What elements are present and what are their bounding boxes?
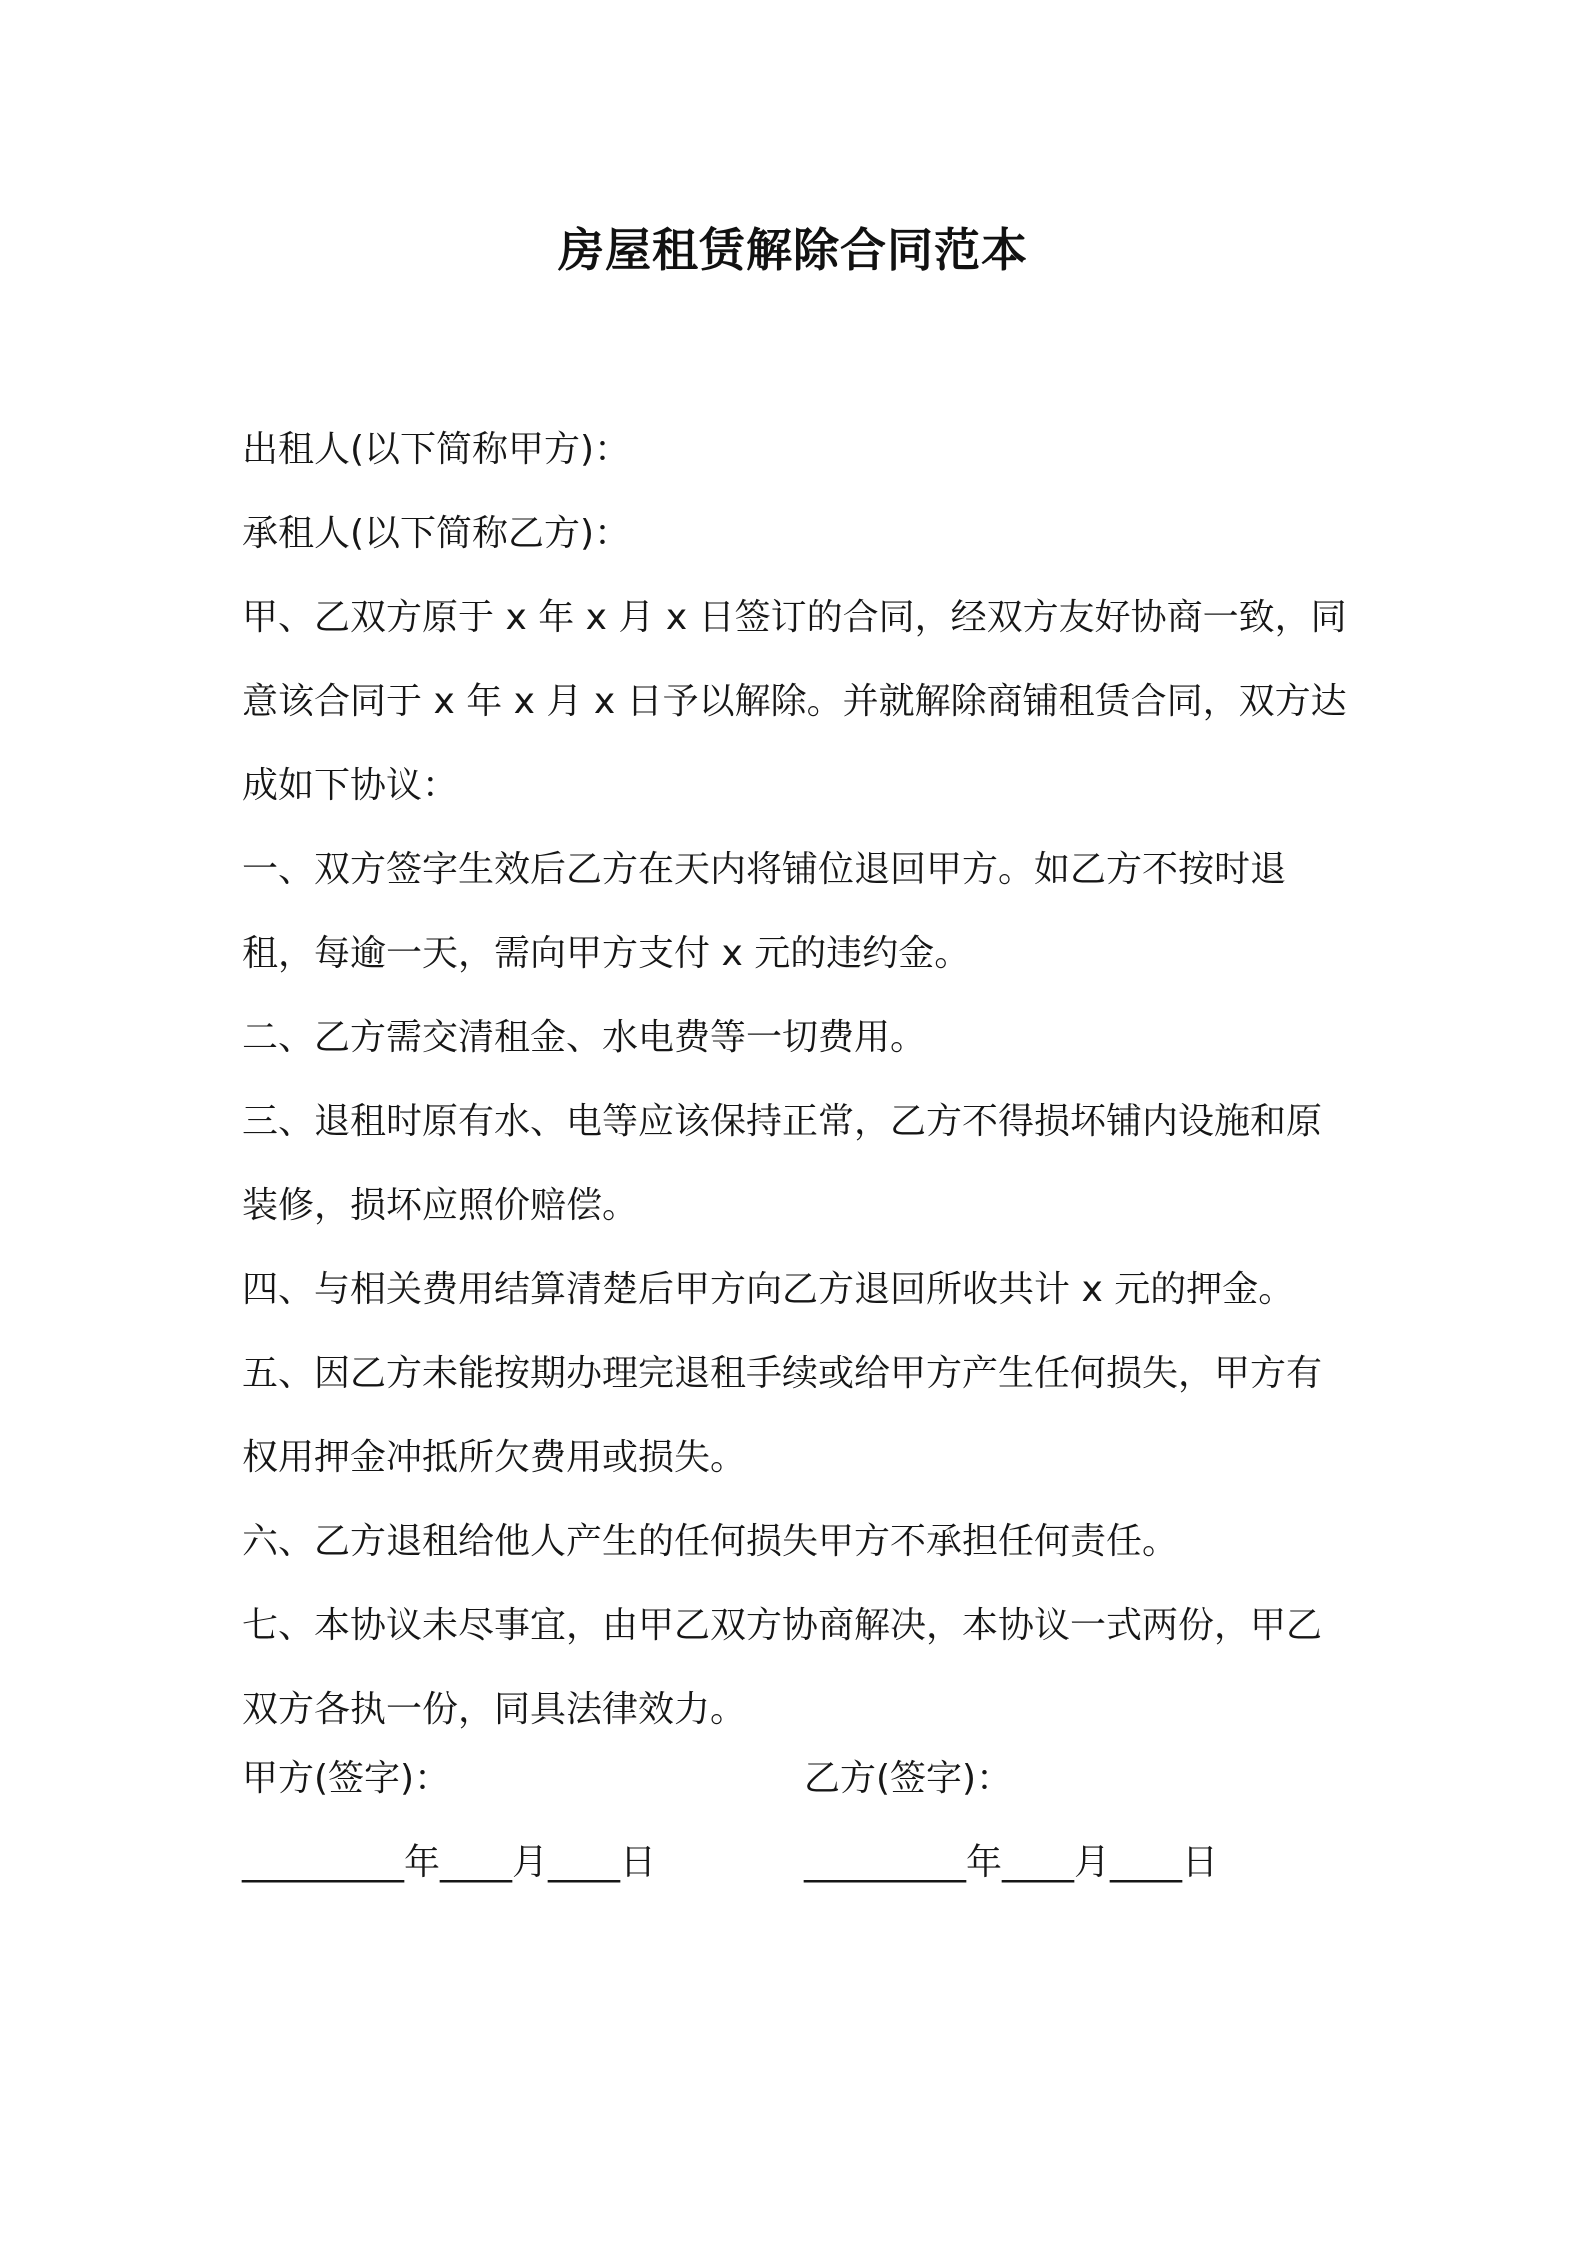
clause-1: 一、双方签字生效后乙方在天内将铺位退回甲方。如乙方不按时退租，每逾一天，需向甲方支付 x 元的违约金。 (242, 849, 1287, 974)
lessor-line: 出租人(以下简称甲方)： (242, 429, 631, 470)
clause-5: 五、因乙方未能按期办理完退租手续或给甲方产生任何损失，甲方有权用押金冲抵所欠费用或损失。 (242, 1353, 1323, 1478)
clause-2: 二、乙方需交清租金、水电费等一切费用。 (242, 1017, 927, 1058)
lessee-line: 承租人(以下简称乙方)： (242, 513, 631, 554)
signature-date-row (242, 1821, 1352, 1905)
party-a-date-line: _________年____月____日 (242, 1842, 656, 1883)
party-b-signature-label: 乙方(签字)： (804, 1758, 1013, 1799)
signature-label-row (242, 1737, 1352, 1821)
clause-4: 四、与相关费用结算清楚后甲方向乙方退回所收共计 x 元的押金。 (242, 1269, 1295, 1310)
clause-6: 六、乙方退租给他人产生的任何损失甲方不承担任何责任。 (242, 1521, 1179, 1562)
document-body (242, 408, 1352, 1752)
intro-paragraph: 甲、乙双方原于 x 年 x 月 x 日签订的合同，经双方友好协商一致，同意该合同于 x 年 x 月 x 日予以解除。并就解除商铺租赁合同，双方达成如下协议： (242, 597, 1347, 806)
party-a-signature-label: 甲方(签字)： (242, 1758, 451, 1799)
clause-7: 七、本协议未尽事宜，由甲乙双方协商解决，本协议一式两份，甲乙双方各执一份，同具法律效力。 (242, 1605, 1323, 1730)
party-b-date-line: _________年____月____日 (804, 1842, 1218, 1883)
clause-3: 三、退租时原有水、电等应该保持正常，乙方不得损坏铺内设施和原装修，损坏应照价赔偿。 (242, 1101, 1323, 1226)
document-title: 房屋租赁解除合同范本 (558, 223, 1028, 277)
